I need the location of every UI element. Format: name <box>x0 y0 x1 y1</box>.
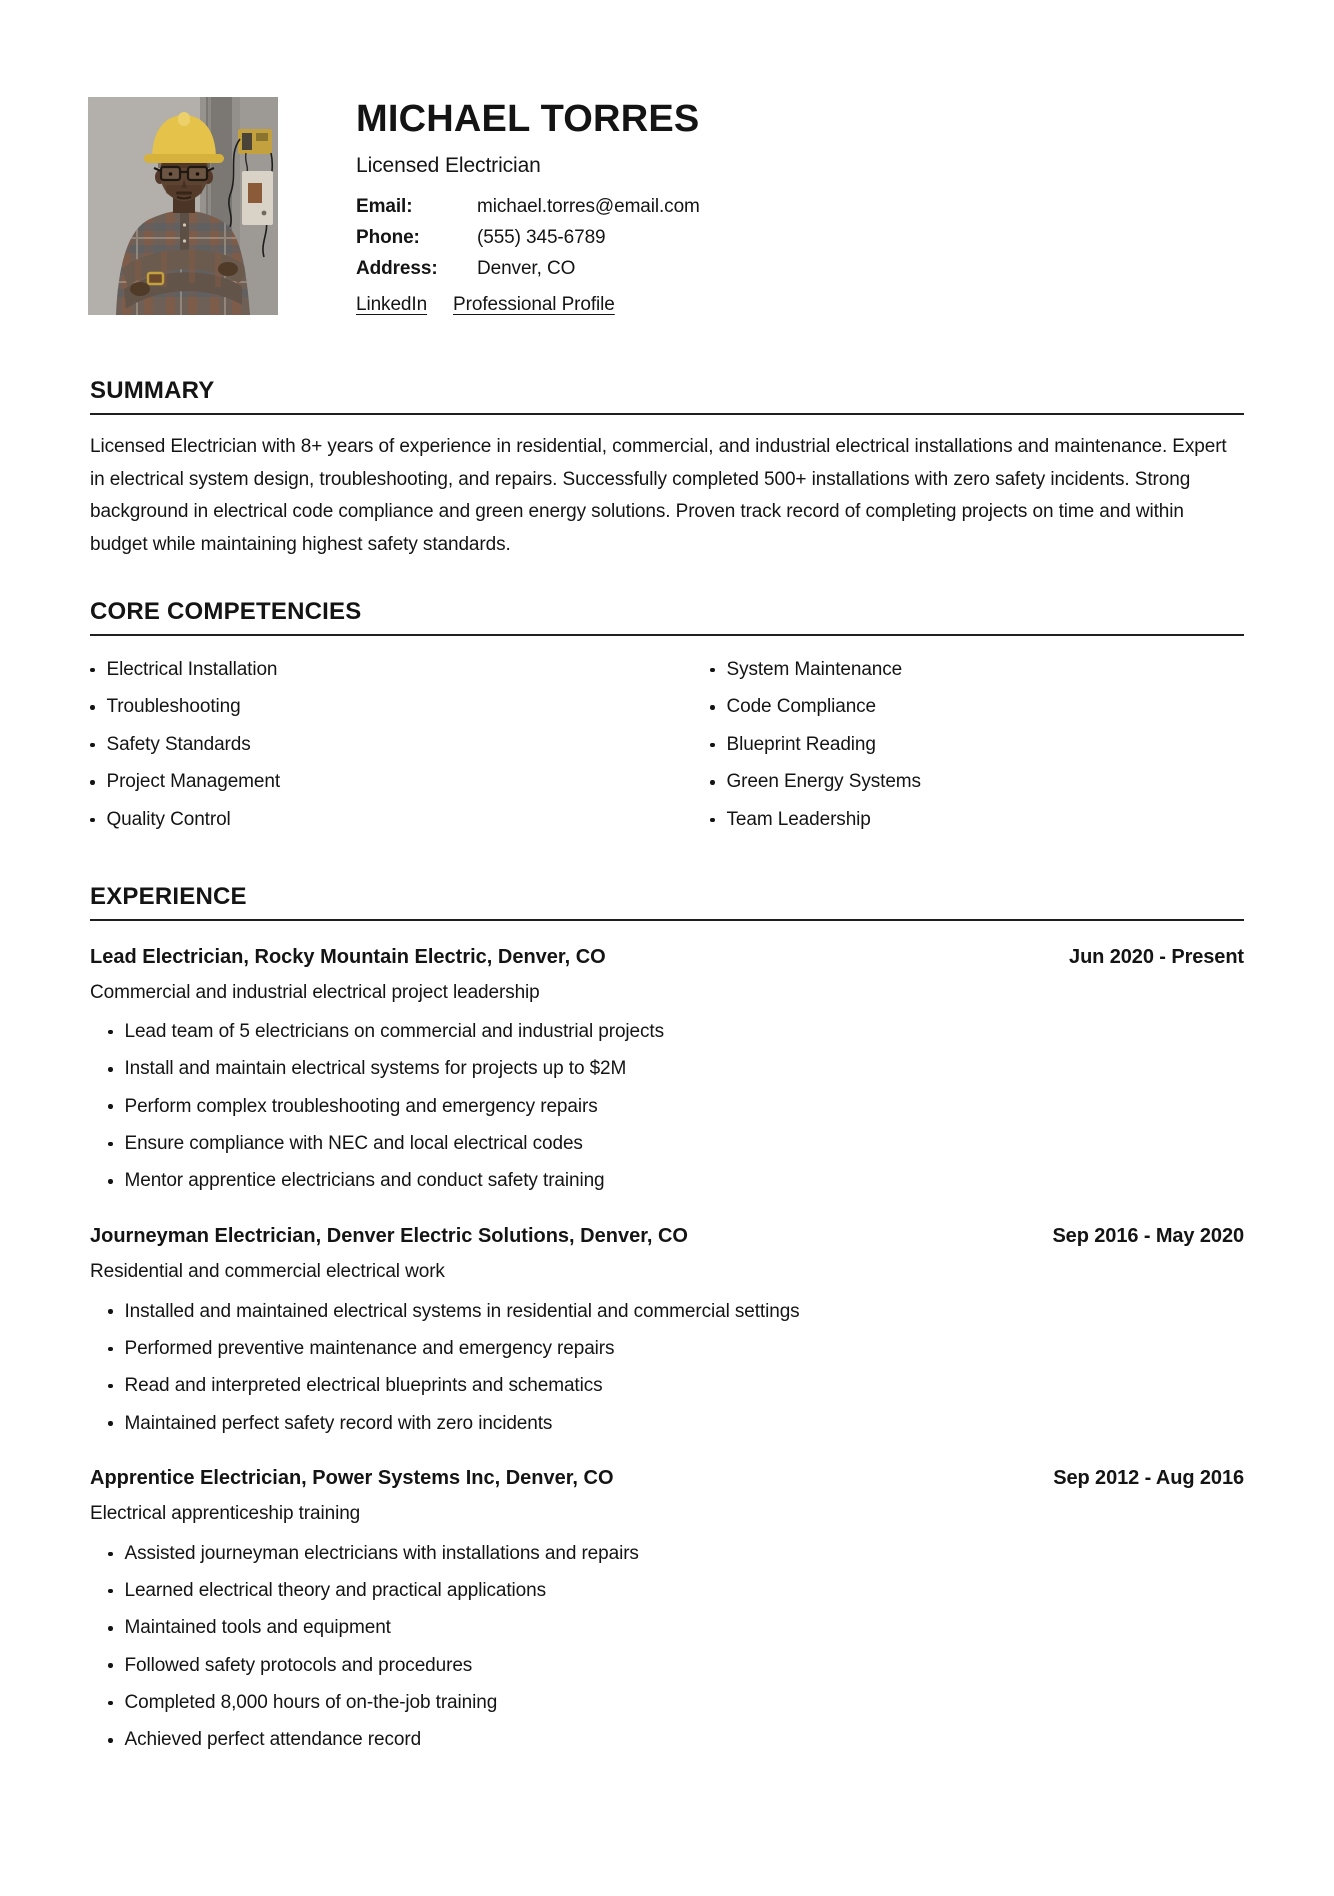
job-bullet <box>108 1293 1244 1330</box>
bullet-dot <box>108 1421 113 1426</box>
bullet-dot <box>108 1552 113 1557</box>
profile-link[interactable]: LinkedIn <box>356 294 428 315</box>
contact-row <box>356 196 700 217</box>
contact-row <box>356 258 700 279</box>
competency-list-left <box>90 651 710 839</box>
competency-label: Team Leadership <box>726 808 871 830</box>
bullet-dot <box>90 705 95 710</box>
competency-label: Safety Standards <box>106 733 251 755</box>
competency-item <box>710 689 1244 727</box>
job-bullet <box>108 1014 1244 1051</box>
core-competencies-section <box>90 599 1244 839</box>
core-competencies-heading: CORE COMPETENCIES <box>90 599 1244 636</box>
bullet-dot <box>90 743 95 748</box>
job-bullet-text: Completed 8,000 hours of on-the-job training <box>124 1692 498 1713</box>
job-bullet-text: Installed and maintained electrical systems in residential and commercial settings <box>124 1300 800 1322</box>
job-subtitle: Electrical apprenticeship training <box>90 1503 361 1525</box>
bullet-dot <box>108 1738 113 1743</box>
competency-label: System Maintenance <box>726 658 903 680</box>
competency-item <box>90 689 710 727</box>
job-entry <box>90 1224 1244 1442</box>
job-bullet-text: Maintained perfect safety record with zero incidents <box>124 1412 553 1434</box>
competency-item <box>710 726 1244 764</box>
bullet-dot <box>108 1347 113 1352</box>
job-dates: Jun 2020 - Present <box>1069 945 1244 968</box>
job-bullet-text: Lead team of 5 electricians on commercial and industrial projects <box>124 1021 664 1043</box>
bullet-dot <box>90 780 95 785</box>
competency-label: Blueprint Reading <box>726 733 876 755</box>
profile-photo <box>88 97 278 315</box>
competency-label: Electrical Installation <box>106 658 278 680</box>
job-bullet <box>108 1610 1244 1647</box>
competency-item <box>90 726 710 764</box>
summary-heading: SUMMARY <box>90 378 1244 415</box>
competency-label: Code Compliance <box>726 696 877 718</box>
job-title: Lead Electrician, Rocky Mountain Electric, Denver, CO <box>90 945 606 968</box>
job-bullet <box>108 1405 1244 1442</box>
job-header <box>90 1224 1244 1248</box>
bullet-dot <box>710 705 715 710</box>
bullet-dot <box>108 1701 113 1706</box>
bullet-dot <box>710 668 715 673</box>
competency-item <box>90 764 710 802</box>
bullet-dot <box>90 668 95 673</box>
bullet-dot <box>108 1384 113 1389</box>
contact-value: (555) 345-6789 <box>477 227 606 248</box>
bullet-dot <box>710 818 715 823</box>
job-bullet <box>108 1051 1244 1088</box>
competency-grid <box>90 651 1244 839</box>
job-list <box>90 945 1244 1759</box>
job-bullet <box>108 1163 1244 1200</box>
bullet-dot <box>710 780 715 785</box>
job-bullet-list <box>90 1293 1244 1442</box>
bullet-dot <box>108 1589 113 1594</box>
bullet-dot <box>108 1067 113 1072</box>
job-subtitle: Commercial and industrial electrical project leadership <box>90 981 540 1003</box>
job-bullet <box>108 1684 1244 1721</box>
profile-links <box>356 294 700 316</box>
job-entry <box>90 1466 1244 1759</box>
job-bullet-list <box>90 1014 1244 1200</box>
experience-section <box>90 884 1244 1759</box>
job-entry <box>90 945 1244 1200</box>
job-bullet-list <box>90 1535 1244 1759</box>
job-bullet-text: Assisted journeyman electricians with installations and repairs <box>124 1542 639 1564</box>
job-bullet-text: Mentor apprentice electricians and conduct safety training <box>124 1170 605 1192</box>
contact-label: Address: <box>356 258 438 279</box>
candidate-name: MICHAEL TORRES <box>356 98 700 140</box>
job-bullet <box>108 1088 1244 1125</box>
job-bullet-text: Learned electrical theory and practical applications <box>124 1580 546 1602</box>
job-header <box>90 945 1244 969</box>
job-title: Apprentice Electrician, Power Systems Inc, Denver, CO <box>90 1467 614 1490</box>
resume-header <box>90 97 1244 316</box>
contact-list <box>356 196 700 279</box>
job-bullet <box>108 1535 1244 1572</box>
competency-label: Green Energy Systems <box>726 771 921 793</box>
bullet-dot <box>108 1663 113 1668</box>
job-bullet-text: Ensure compliance with NEC and local electrical codes <box>124 1133 583 1155</box>
job-bullet-text: Achieved perfect attendance record <box>124 1729 422 1751</box>
job-bullet <box>108 1572 1244 1609</box>
job-bullet <box>108 1330 1244 1367</box>
summary-text: Licensed Electrician with 8+ years of experience in residential, commercial, and industrial electrical installations and maintenance. Expert in electrical system design, troubleshooting, and repairs. Successfully completed 500+ installations with zero safety incidents. Strong background in electrical code compliance and green energy solutions. Proven track record of completing projects on time and within budget while maintaining highest safety standards. <box>90 436 1227 555</box>
competency-item <box>710 801 1244 839</box>
competency-item <box>710 764 1244 802</box>
competency-label: Troubleshooting <box>106 696 241 718</box>
job-bullet-text: Read and interpreted electrical blueprints and schematics <box>124 1375 603 1397</box>
competency-label: Project Management <box>106 771 281 793</box>
contact-row <box>356 227 700 248</box>
profile-link[interactable]: Professional Profile <box>453 294 615 315</box>
contact-value: Denver, CO <box>477 258 576 279</box>
bullet-dot <box>710 743 715 748</box>
contact-label: Phone: <box>356 227 420 248</box>
job-bullet <box>108 1125 1244 1162</box>
bullet-dot <box>108 1626 113 1631</box>
competency-item <box>710 651 1244 689</box>
job-subtitle: Residential and commercial electrical work <box>90 1260 445 1282</box>
job-bullet <box>108 1722 1244 1759</box>
job-header <box>90 1466 1244 1490</box>
job-bullet <box>108 1647 1244 1684</box>
electrician-portrait-illustration <box>88 97 278 315</box>
bullet-dot <box>108 1104 113 1109</box>
job-bullet-text: Followed safety protocols and procedures <box>124 1654 473 1676</box>
bullet-dot <box>90 818 95 823</box>
bullet-dot <box>108 1030 113 1035</box>
identity-block <box>356 97 700 316</box>
contact-label: Email: <box>356 196 413 217</box>
bullet-dot <box>108 1142 113 1147</box>
job-dates: Sep 2012 - Aug 2016 <box>1053 1467 1244 1490</box>
competency-list-right <box>710 651 1244 839</box>
competency-item <box>90 801 710 839</box>
job-bullet-text: Maintained tools and equipment <box>124 1617 391 1639</box>
competency-label: Quality Control <box>106 808 231 830</box>
summary-section <box>90 378 1244 561</box>
job-bullet <box>108 1368 1244 1405</box>
job-bullet-text: Perform complex troubleshooting and emergency repairs <box>124 1095 598 1117</box>
contact-value: michael.torres@email.com <box>477 196 700 217</box>
job-title: Journeyman Electrician, Denver Electric Solutions, Denver, CO <box>90 1224 688 1247</box>
job-bullet-text: Performed preventive maintenance and emergency repairs <box>124 1337 615 1359</box>
job-dates: Sep 2016 - May 2020 <box>1052 1224 1244 1247</box>
bullet-dot <box>108 1309 113 1314</box>
competency-item <box>90 651 710 689</box>
experience-heading: EXPERIENCE <box>90 884 1244 921</box>
bullet-dot <box>108 1179 113 1184</box>
candidate-title: Licensed Electrician <box>356 154 541 177</box>
job-bullet-text: Install and maintain electrical systems for projects up to $2M <box>124 1058 627 1080</box>
